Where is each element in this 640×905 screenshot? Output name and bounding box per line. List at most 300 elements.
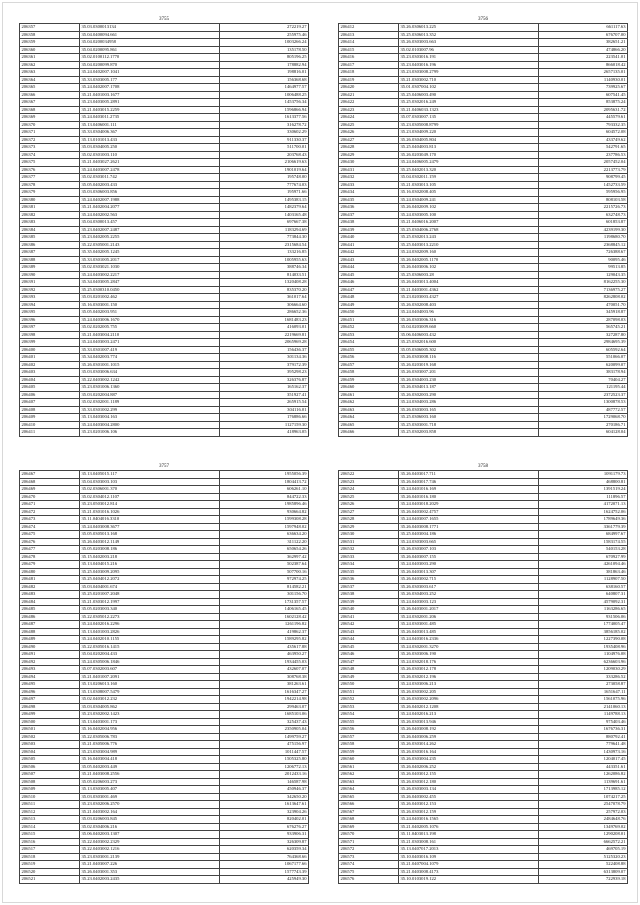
amount-cell: 844722.33	[220, 493, 309, 501]
table-row	[20, 478, 309, 486]
account-code-cell: 35.13.0403004.163	[80, 414, 220, 422]
table-row	[20, 628, 309, 636]
row-id-cell: 206448	[339, 294, 399, 302]
amount-cell: 1942214.98	[220, 696, 309, 704]
table-row	[339, 324, 628, 332]
row-id-cell: 206359	[20, 39, 80, 47]
table-row	[20, 613, 309, 621]
table-row	[339, 181, 628, 189]
ledger-table	[338, 470, 628, 884]
row-id-cell: 206410	[20, 421, 80, 429]
row-id-cell: 206507	[20, 771, 80, 779]
table-row	[339, 189, 628, 197]
row-id-cell: 206371	[20, 129, 80, 137]
row-id-cell: 206468	[20, 478, 80, 486]
amount-cell: 351927.41	[220, 391, 309, 399]
account-code-cell: 35.26.0403001.2017	[399, 606, 539, 614]
table-row	[20, 726, 309, 734]
table-row	[20, 114, 309, 122]
table-row	[20, 249, 309, 257]
row-id-cell: 206480	[20, 568, 80, 576]
table-row	[339, 301, 628, 309]
account-code-cell: 35.22.0305012.2273	[80, 613, 220, 621]
table-row	[20, 846, 309, 854]
amount-cell: 1505325.80	[220, 756, 309, 764]
table-row	[339, 583, 628, 591]
table-row	[339, 279, 628, 287]
row-id-cell: 206557	[339, 733, 399, 741]
table-row	[20, 46, 309, 54]
row-id-cell: 206405	[20, 384, 80, 392]
amount-cell: 1804413.72	[220, 478, 309, 486]
table-row	[20, 61, 309, 69]
account-code-cell: 35.25.0403013.2210	[399, 241, 539, 249]
amount-cell: 203768.43	[220, 151, 309, 159]
row-id-cell: 206372	[20, 136, 80, 144]
amount-cell: 1452733.59	[539, 181, 628, 189]
row-id-cell: 206564	[339, 786, 399, 794]
amount-cell: 1731357.57	[220, 598, 309, 606]
account-code-cell: 35.24.0403011.2735	[80, 114, 220, 122]
amount-cell: 1599308.28	[220, 516, 309, 524]
row-id-cell: 206357	[20, 24, 80, 32]
table-row	[20, 651, 309, 659]
table-row	[339, 501, 628, 509]
amount-cell: 1227390.08	[539, 636, 628, 644]
account-code-cell: 35.16.0402004.956	[80, 726, 220, 734]
table-row	[20, 553, 309, 561]
table-row	[339, 486, 628, 494]
row-id-cell: 206492	[20, 658, 80, 666]
amount-cell: 808103.58	[539, 196, 628, 204]
row-id-cell: 206560	[339, 756, 399, 764]
account-code-cell: 35.13.0403001.173	[80, 718, 220, 726]
amount-cell: 2057452.04	[539, 159, 628, 167]
account-code-cell: 35.26.0203049.170	[399, 151, 539, 159]
amount-cell: 432607.07	[220, 666, 309, 674]
table-row	[339, 598, 628, 606]
row-id-cell: 206394	[20, 301, 80, 309]
table-row	[20, 621, 309, 629]
amount-cell: 301134.36	[220, 354, 309, 362]
row-id-cell: 206431	[339, 166, 399, 174]
row-id-cell: 206458	[339, 369, 399, 377]
row-id-cell: 206546	[339, 651, 399, 659]
row-id-cell: 206398	[20, 331, 80, 339]
row-id-cell: 206373	[20, 144, 80, 152]
table-row	[339, 166, 628, 174]
amount-cell: 333286.52	[539, 673, 628, 681]
amount-cell: 308768.38	[220, 673, 309, 681]
table-row	[339, 621, 628, 629]
account-code-cell: 35.24.0303003.665	[399, 538, 539, 546]
account-code-cell: 35.26.0306013.225	[399, 24, 539, 32]
account-code-cell: 35.24.0304003.286	[399, 399, 539, 407]
account-code-cell: 35.26.0402005.1170	[399, 256, 539, 264]
account-code-cell: 35.04.0302011.159	[399, 174, 539, 182]
account-code-cell: 35.26.0303007.103	[399, 546, 539, 554]
account-code-cell: 35.26.0303008.116	[399, 354, 539, 362]
account-code-cell: 35.21.0403002.164	[80, 808, 220, 816]
amount-cell: 8162255.30	[539, 279, 628, 287]
table-row	[339, 24, 628, 32]
table-row	[20, 256, 309, 264]
amount-cell: 880792.41	[539, 733, 628, 741]
amount-cell: 468800.81	[539, 478, 628, 486]
account-code-cell: 35.26.0403008.1771	[399, 523, 539, 531]
amount-cell: 304116.01	[220, 406, 309, 414]
table-row	[339, 151, 628, 159]
table-row	[20, 808, 309, 816]
account-code-cell: 35.26.0303003.134	[399, 786, 539, 794]
account-code-cell: 35.26.0302008.403	[399, 301, 539, 309]
row-id-cell: 206437	[339, 211, 399, 219]
account-code-cell: 35.22.0305016.1415	[80, 643, 220, 651]
account-code-cell: 35.03.0303001.469	[80, 793, 220, 801]
table-row	[339, 399, 628, 407]
account-code-cell: 35.16.0303001.150	[80, 301, 220, 309]
row-id-cell: 206548	[339, 666, 399, 674]
amount-cell: 7136975.27	[539, 286, 628, 294]
table-row	[339, 106, 628, 114]
row-id-cell: 206382	[20, 211, 80, 219]
table-row	[339, 763, 628, 771]
amount-cell: 316278.72	[220, 121, 309, 129]
row-id-cell: 206528	[339, 516, 399, 524]
account-code-cell: 35.15.0402003.218	[80, 553, 220, 561]
account-code-cell: 35.26.0403007.155	[399, 553, 539, 561]
amount-cell: 1482379.64	[220, 204, 309, 212]
table-row	[20, 508, 309, 516]
amount-cell: 475156.97	[220, 741, 309, 749]
amount-cell: 156368.68	[220, 76, 309, 84]
account-code-cell: 35.33.0301002.299	[80, 406, 220, 414]
row-id-cell: 206542	[339, 621, 399, 629]
amount-cell: 650654.26	[220, 546, 309, 554]
account-code-cell: 35.25.0306003.28	[399, 271, 539, 279]
table-row	[20, 681, 309, 689]
account-code-cell: 35.26.0303012.180	[399, 778, 539, 786]
account-code-cell: 35.26.0403013.4004	[399, 279, 539, 287]
table-row	[20, 286, 309, 294]
row-id-cell: 206504	[20, 748, 80, 756]
account-code-cell: 35.21.0403015.2259	[80, 106, 220, 114]
account-code-cell: 35.24.0402007.1988	[80, 196, 220, 204]
account-code-cell: 35.26.0303006.316	[399, 316, 539, 324]
table-row	[20, 369, 309, 377]
amount-cell: 326376.87	[220, 376, 309, 384]
amount-cell: 286652.36	[220, 309, 309, 317]
table-row	[339, 61, 628, 69]
row-id-cell: 206575	[339, 868, 399, 876]
row-id-cell: 206383	[20, 219, 80, 227]
row-id-cell: 206574	[339, 861, 399, 869]
row-id-cell: 206474	[20, 523, 80, 531]
amount-cell: 450946.37	[220, 786, 309, 794]
table-row	[20, 531, 309, 539]
account-code-cell: 35.24.0402007.1708	[80, 84, 220, 92]
account-code-cell: 35.26.0303007.201	[399, 369, 539, 377]
table-row	[339, 241, 628, 249]
row-id-cell: 206379	[20, 189, 80, 197]
row-id-cell: 206360	[20, 46, 80, 54]
row-id-cell: 206562	[339, 771, 399, 779]
row-id-cell: 206447	[339, 286, 399, 294]
amount-cell: 1006488.25	[220, 91, 309, 99]
row-id-cell: 206517	[20, 846, 80, 854]
amount-cell: 1183294.69	[220, 226, 309, 234]
table-row	[20, 106, 309, 114]
table-row	[339, 331, 628, 339]
account-code-cell: 35.23.0303016.191	[399, 54, 539, 62]
account-code-cell: 35.24.0402010.1155	[80, 636, 220, 644]
table-row	[339, 516, 628, 524]
amount-cell: 1206772.13	[220, 763, 309, 771]
row-id-cell: 206473	[20, 516, 80, 524]
row-id-cell: 206457	[339, 361, 399, 369]
amount-cell: 1128907.50	[539, 576, 628, 584]
amount-cell: 1003266.24	[220, 39, 309, 47]
account-code-cell: 35.23.0402003.2435	[80, 876, 220, 884]
table-row	[20, 568, 309, 576]
row-id-cell: 206479	[20, 561, 80, 569]
table-row	[20, 711, 309, 719]
row-id-cell: 206444	[339, 264, 399, 272]
table-row	[20, 354, 309, 362]
account-code-cell: 35.26.0304005.804	[399, 136, 539, 144]
account-code-cell: 35.05.0203008.186	[80, 546, 220, 554]
amount-cell: 604572.08	[539, 129, 628, 137]
table-row	[339, 76, 628, 84]
table-row	[20, 688, 309, 696]
amount-cell: 1391519.24	[539, 486, 628, 494]
row-id-cell: 206505	[20, 756, 80, 764]
row-id-cell: 206436	[339, 204, 399, 212]
row-id-cell: 206378	[20, 181, 80, 189]
amount-cell: 1713985.12	[539, 786, 628, 794]
amount-cell: 176886.66	[220, 414, 309, 422]
table-row	[339, 561, 628, 569]
account-code-cell: 35.07.0302003.607	[80, 666, 220, 674]
table-row	[20, 853, 309, 861]
account-code-cell: 35.26.0303003.663	[399, 39, 539, 47]
table-row	[339, 733, 628, 741]
account-code-cell: 35.26.0403006.259	[399, 733, 539, 741]
table-row	[339, 816, 628, 824]
table-row	[339, 361, 628, 369]
amount-cell: 198816.01	[220, 69, 309, 77]
amount-cell: 1613377.56	[220, 114, 309, 122]
account-code-cell: 35.04.0202004.433	[80, 651, 220, 659]
row-id-cell: 206476	[20, 538, 80, 546]
amount-cell: 1955056.39	[220, 471, 309, 479]
row-id-cell: 206518	[20, 853, 80, 861]
table-row	[20, 771, 309, 779]
table-row	[20, 823, 309, 831]
table-row	[20, 763, 309, 771]
amount-cell: 326309.87	[220, 838, 309, 846]
account-code-cell: 35.22.0305006.783	[80, 733, 220, 741]
amount-cell: 1613647.61	[220, 801, 309, 809]
amount-cell: 726388.67	[539, 249, 628, 257]
account-code-cell: 35.05.0203003.340	[80, 606, 220, 614]
amount-cell: 2547078.79	[539, 801, 628, 809]
account-code-cell: 35.26.0403002.455	[399, 793, 539, 801]
account-code-cell: 35.21.0407004.1079	[399, 861, 539, 869]
table-row	[339, 196, 628, 204]
row-id-cell: 206449	[339, 301, 399, 309]
account-code-cell: 35.26.0403002.715	[399, 576, 539, 584]
panel-title: 3757	[159, 464, 169, 469]
amount-cell: 342650.20	[220, 793, 309, 801]
amount-cell: 1127159.30	[220, 421, 309, 429]
amount-cell: 2213773.79	[539, 166, 628, 174]
amount-cell: 551066.07	[539, 354, 628, 362]
row-id-cell: 206552	[339, 696, 399, 704]
account-code-cell: 35.06.0402003.1307	[80, 831, 220, 839]
amount-cell: 1681483.23	[220, 316, 309, 324]
table-row	[339, 264, 628, 272]
table-row	[339, 681, 628, 689]
account-code-cell: 35.21.0303008.161	[399, 838, 539, 846]
amount-cell: 381863.46	[539, 568, 628, 576]
amount-cell: 487772.57	[539, 406, 628, 414]
amount-cell: 931506.06	[539, 613, 628, 621]
account-code-cell: 35.23.0305008.8799	[399, 121, 539, 129]
row-id-cell: 206489	[20, 636, 80, 644]
table-row	[339, 531, 628, 539]
amount-cell: 1577743.39	[220, 868, 309, 876]
amount-cell: 99513.85	[539, 264, 628, 272]
account-code-cell: 35.04.0300013.457	[80, 219, 220, 227]
account-code-cell: 35.03.0300013134	[80, 24, 220, 32]
amount-cell: 1290208.01	[539, 831, 628, 839]
row-id-cell: 206402	[20, 361, 80, 369]
account-code-cell: 35.24.0403007.2478	[80, 166, 220, 174]
row-id-cell: 206525	[339, 493, 399, 501]
table-row	[339, 54, 628, 62]
amount-cell: 379172.39	[220, 361, 309, 369]
table-row	[20, 741, 309, 749]
account-code-cell: 35.23.0402005.2255	[80, 234, 220, 242]
amount-cell: 670927.99	[539, 553, 628, 561]
amount-cell: 565745.21	[539, 324, 628, 332]
ledger-panel-3756	[338, 17, 628, 437]
amount-cell: 287098.03	[539, 316, 628, 324]
amount-cell: 793332.35	[539, 121, 628, 129]
account-code-cell: 35.24.0402002.563	[80, 211, 220, 219]
table-row	[20, 316, 309, 324]
row-id-cell: 206366	[20, 91, 80, 99]
row-id-cell: 206438	[339, 219, 399, 227]
account-code-cell: 35.04.0203009.660	[399, 324, 539, 332]
amount-cell: 1934455.03	[220, 658, 309, 666]
row-id-cell: 206441	[339, 241, 399, 249]
row-id-cell: 206521	[20, 876, 80, 884]
table-row	[20, 876, 309, 884]
account-code-cell: 35.26.0303013.946	[399, 718, 539, 726]
table-row	[20, 264, 309, 272]
row-id-cell: 206432	[339, 174, 399, 182]
amount-cell: 1495383.15	[220, 196, 309, 204]
account-code-cell: 35.23.0303008.2799	[399, 69, 539, 77]
amount-cell: 90095.46	[539, 256, 628, 264]
row-id-cell: 206401	[20, 354, 80, 362]
row-id-cell: 206483	[20, 591, 80, 599]
table-row	[339, 136, 628, 144]
row-id-cell: 206535	[339, 568, 399, 576]
amount-cell: 470051.70	[539, 301, 628, 309]
table-row	[339, 778, 628, 786]
row-id-cell: 206404	[20, 376, 80, 384]
table-row	[339, 861, 628, 869]
row-id-cell: 206469	[20, 486, 80, 494]
amount-cell: 1602128.42	[220, 613, 309, 621]
panel-title: 3758	[478, 464, 488, 469]
amount-cell: 2215726.73	[539, 204, 628, 212]
account-code-cell: 35.23.0302002.1423	[80, 711, 220, 719]
account-code-cell: 35.23.0302006.2570	[80, 801, 220, 809]
table-row	[339, 69, 628, 77]
amount-cell: 311122.20	[220, 538, 309, 546]
account-code-cell: 35.26.0401016.180	[399, 493, 539, 501]
row-id-cell: 206512	[20, 808, 80, 816]
row-id-cell: 206435	[339, 196, 399, 204]
row-id-cell: 206545	[339, 643, 399, 651]
table-row	[339, 294, 628, 302]
account-code-cell: 35.23.0203003.4327	[399, 294, 539, 302]
table-row	[339, 46, 628, 54]
account-code-cell: 35.13.0406001.111	[80, 121, 220, 129]
row-id-cell: 206445	[339, 271, 399, 279]
account-code-cell: 35.22.0305001.2143	[80, 241, 220, 249]
table-row	[339, 91, 628, 99]
table-row	[339, 429, 628, 437]
account-code-cell: 35.26.0403006.102	[399, 264, 539, 272]
account-code-cell: 35.26.0403012.155	[399, 771, 539, 779]
row-id-cell: 206558	[339, 741, 399, 749]
table-row	[339, 406, 628, 414]
account-code-cell: 35.13.0308007.5479	[80, 688, 220, 696]
row-id-cell: 206523	[339, 478, 399, 486]
row-id-cell: 206422	[339, 99, 399, 107]
amount-cell: 1320408.28	[220, 279, 309, 287]
account-code-cell: 35.25.0404003.813	[399, 144, 539, 152]
row-id-cell: 206482	[20, 583, 80, 591]
amount-cell: 722939.18	[539, 876, 628, 884]
row-id-cell: 206423	[339, 106, 399, 114]
row-id-cell: 206430	[339, 159, 399, 167]
amount-cell: 507700.16	[220, 568, 309, 576]
account-code-cell: 35.23.0301006.1360	[80, 384, 220, 392]
amount-cell: 156436.37	[220, 346, 309, 354]
table-row	[20, 666, 309, 674]
amount-cell: 273058.87	[539, 681, 628, 689]
account-code-cell: 35.26.0402009.102	[399, 204, 539, 212]
table-row	[20, 204, 309, 212]
amount-cell: 257972.03	[539, 808, 628, 816]
row-id-cell: 206495	[20, 681, 80, 689]
table-row	[20, 786, 309, 794]
amount-cell: 4261094.46	[539, 561, 628, 569]
account-code-cell: 35.03.0206003.845	[80, 816, 220, 824]
account-code-cell: 35.02.0302001.1189	[80, 399, 220, 407]
ledger-table	[338, 23, 628, 437]
row-id-cell: 206538	[339, 591, 399, 599]
amount-cell: 146587.98	[220, 778, 309, 786]
table-row	[339, 658, 628, 666]
account-code-cell: 35.24.0402007.1041	[80, 69, 220, 77]
